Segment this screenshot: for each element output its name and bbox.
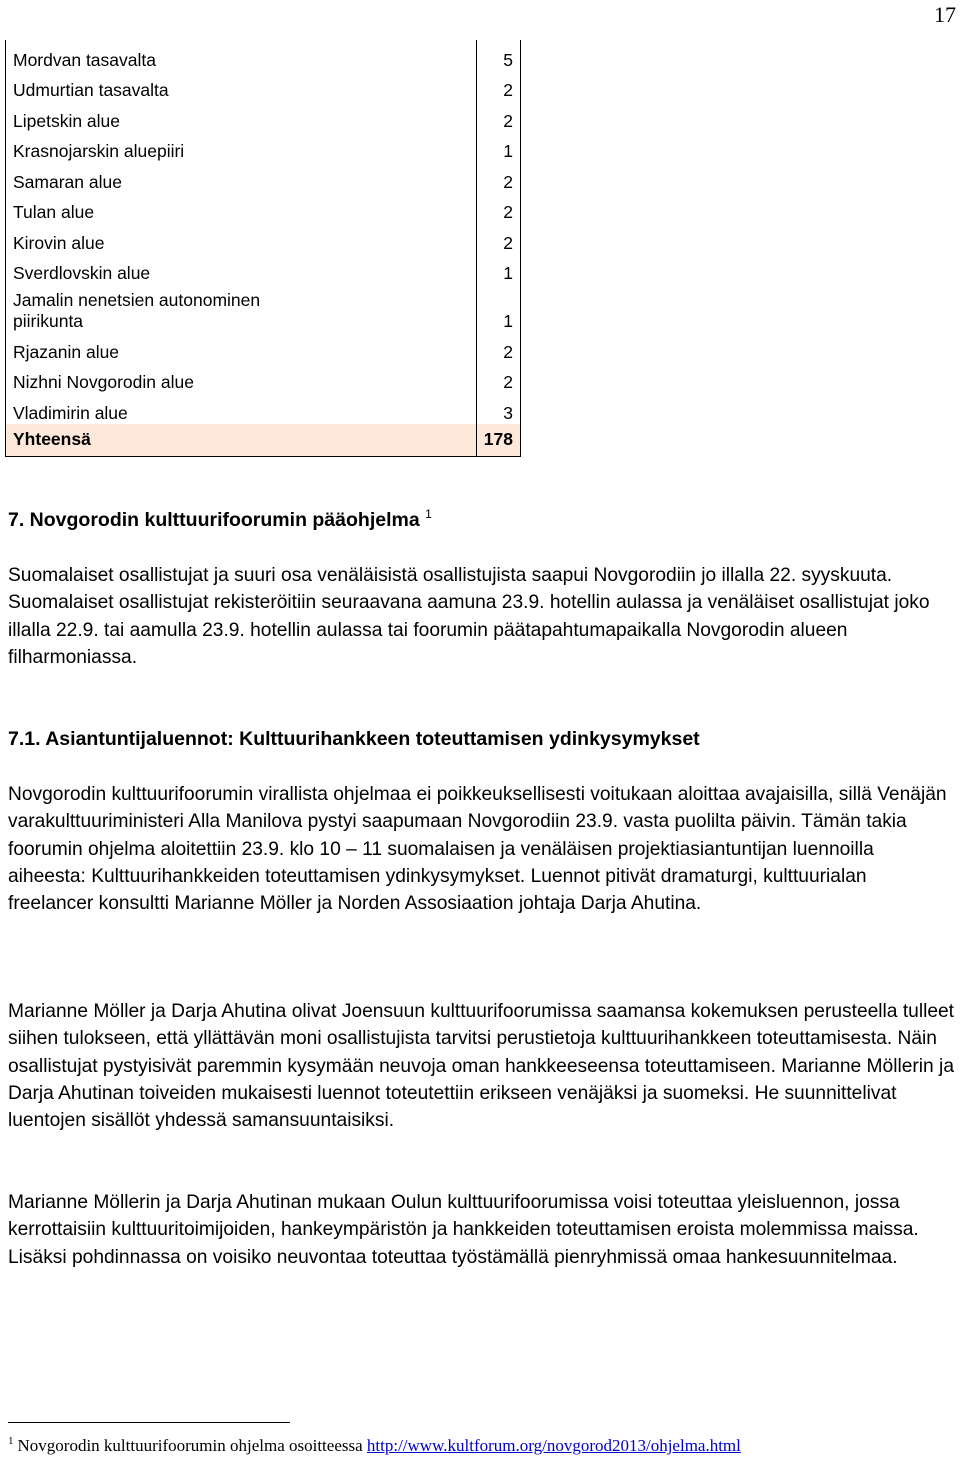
region-name: Sverdlovskin alue (6, 254, 477, 285)
region-count: 2 (476, 223, 520, 254)
region-name: Kirovin alue (6, 223, 477, 254)
table-row (6, 132, 521, 163)
region-count: 2 (476, 162, 520, 193)
section-paragraph: Suomalaiset osallistujat ja suuri osa venäläisistä osallistujista saapui Novgorodiin jo illalla 22. syyskuuta. Suomalaiset osallistujat rekisteröitiin seuraavana aamuna 23.9. hotellin aulassa ja venäläiset osallistujat joko illalla 22.9. tai aamulla 23.9. hotellin aulassa tai foorumin päätapahtumapaikalla Novgorodin alueen filharmoniassa. (8, 565, 930, 668)
region-count: 5 (476, 40, 520, 71)
region-count: 2 (476, 101, 520, 132)
region-name: Vladimirin alue (6, 393, 477, 424)
footnote-reference[interactable]: 1 (425, 507, 432, 521)
region-count: 1 (476, 132, 520, 163)
total-count: 178 (476, 424, 520, 457)
body-paragraph: Novgorodin kulttuurifoorumin virallista ohjelmaa ei poikkeuksellisesti voitukaan aloittaa avajaisilla, sillä Venäjän varakulttuuriministeri Alla Manilova pystyi saapumaan Novgorodiin 23.9. vasta puolilta päivin. Tämän takia foorumin ohjelma aloitettiin 23.9. klo 10 – 11 suomalaisen ja venäläisen projektiasiantuntijan luennoilla aiheesta: Kulttuurihankkeiden toteuttamisen ydinkysymykset. Luennot pitivät dramaturgi, kulttuurialan freelancer konsultti Marianne Möller ja Norden Assosiaation johtaja Darja Ahutina. (8, 784, 947, 915)
region-count: 1 (476, 284, 520, 332)
footnote-number: 1 (8, 1435, 14, 1447)
table-row (6, 162, 521, 193)
table-row (6, 393, 521, 424)
region-count: 2 (476, 363, 520, 394)
region-count: 3 (476, 393, 520, 424)
table-row (6, 223, 521, 254)
page-number: 17 (934, 2, 956, 27)
region-count: 2 (476, 332, 520, 363)
region-name: Jamalin nenetsien autonominen piirikunta (6, 284, 477, 332)
region-name: Lipetskin alue (6, 101, 477, 132)
table-row (6, 363, 521, 394)
region-name: Nizhni Novgorodin alue (6, 363, 477, 394)
region-name: Tulan alue (6, 193, 477, 224)
table-row (6, 332, 521, 363)
region-name: Krasnojarskin aluepiiri (6, 132, 477, 163)
body-paragraph: Marianne Möller ja Darja Ahutina olivat Joensuun kulttuurifoorumissa saamansa kokemuksen perusteella tulleet siihen tulokseen, että yllättävän moni osallistujista tarvitsi perustietoja kulttuurihankkeen toteuttamisesta. Näin osallistujat pystyisivät paremmin kysymään neuvoja oman hankkeeseensa toteuttamiseen. Marianne Möllerin ja Darja Ahutinan toiveiden mukaisesti luennot toteutettiin erikseen venäjäksi ja suomeksi. He suunnittelivat luentojen sisällöt yhdessä samansuuntaisiksi. (8, 1001, 955, 1132)
footnote-divider (8, 1422, 290, 1423)
footnote-text: Novgorodin kulttuurifoorumin ohjelma osoitteessa (17, 1436, 363, 1455)
region-name: Udmurtian tasavalta (6, 71, 477, 102)
region-count: 1 (476, 254, 520, 285)
table-row (6, 284, 521, 332)
region-count: 2 (476, 71, 520, 102)
section-heading (8, 507, 432, 532)
table-row (6, 254, 521, 285)
section-heading-text: 7. Novgorodin kulttuurifoorumin pääohjelma (8, 509, 420, 531)
table-row (6, 193, 521, 224)
total-row (6, 424, 521, 457)
participants-by-region-table (5, 40, 521, 457)
footnote (8, 1435, 741, 1456)
region-name: Rjazanin alue (6, 332, 477, 363)
footnote-link[interactable]: http://www.kultforum.org/novgorod2013/ohjelma.html (366, 1436, 741, 1455)
body-paragraph: Marianne Möllerin ja Darja Ahutinan mukaan Oulun kulttuurifoorumissa voisi toteuttaa yleisluennon, jossa kerrottaisiin kulttuuritoimijoiden, hankeympäristön ja hankkeiden toteuttamisen eroista molemmissa maissa. Lisäksi pohdinnassa on voisiko neuvontaa toteuttaa työstämällä pienryhmissä omaa hankesuunnitelmaa. (8, 1192, 919, 1268)
table-row (6, 101, 521, 132)
region-name: Samaran alue (6, 162, 477, 193)
table-row (6, 71, 521, 102)
total-label: Yhteensä (6, 424, 477, 457)
table-row (6, 40, 521, 71)
subsection-heading: 7.1. Asiantuntijaluennot: Kulttuurihankkeen toteuttamisen ydinkysymykset (8, 728, 700, 750)
region-count: 2 (476, 193, 520, 224)
region-name: Mordvan tasavalta (6, 40, 477, 71)
